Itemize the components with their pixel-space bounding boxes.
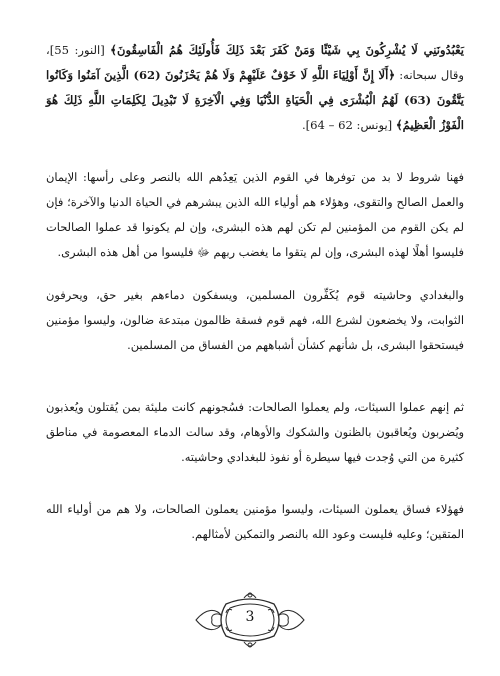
quran-verse-yunus: ﴿أَلَا إِنَّ أَوْلِيَاءَ اللَّهِ لَا خَوْفٌ عَلَيْهِمْ وَلَا هُمْ يَحْزَنُونَ (62) الَّذِينَ آمَنُوا وَكَانُوا يَتَّقُونَ (63) لَهُمُ الْبُشْرَى فِي الْحَيَاةِ الدُّنْيَا وَفِي الْآخِرَةِ لَا تَبْدِيلَ لِكَلِمَاتِ اللَّهِ ذَلِكَ هُوَ الْفَوْزُ الْعَظِيمُ﴾	[46, 68, 464, 132]
body-paragraph-baghdadi: والبغدادي وحاشيته قوم يُكَفِّرون المسلمين، ويسفكون دماءهم بغير حق، ويحرفون الثوابت، ولا يخضعون لشرع الله، فهم قوم فسقة ظالمون مبتدعة ضالون، وليسوا مؤمنين فيستحقوا البشرى، بل شأنهم كشأن أشباههم من الفساق من المسلمين.	[46, 288, 464, 352]
page-number: 3	[245, 609, 255, 625]
quran-quote-paragraph	[46, 38, 464, 138]
body-paragraph-conclusion: فهؤلاء فساق يعملون السيئات، وليسوا مؤمنين يعملون الصالحات، ولا هم من أولياء الله المتقين؛ وعليه فليست وعود الله بالنصر والتمكين لأمثالهم.	[46, 502, 464, 541]
quran-verse-nur: يَعْبُدُونَنِي لَا يُشْرِكُونَ بِي شَيْئًا وَمَنْ كَفَرَ بَعْدَ ذَلِكَ فَأُولَئِكَ هُمُ الْفَاسِقُونَ﴾	[110, 43, 465, 57]
verse-reference-yunus: [يونس: 62 – 64].	[301, 118, 396, 132]
body-paragraph-conditions: فهنا شروط لا بد من توفرها في القوم الذين يَعِدُهم الله بالنصر وعلى رأسها: الإيمان والعمل الصالح والتقوى، وهؤلاء هم أولياء الله الذين يبشرهم في الحياة الدنيا والآخرة؛ فإن لم يكن القوم من المؤمنين لم تكن لهم هذه البشرى، وإن لم يكونوا قد عملوا الصالحات فليسوا أهلًا لهذه البشرى، وإن لم يتقوا ما يغضب ربهم ﷻ فليسوا من أهل هذه البشرى.	[46, 170, 464, 259]
body-paragraph-misdeeds: ثم إنهم عملوا السيئات، ولم يعملوا الصالحات: فسُجونهم كانت مليئة بمن يُقتلون ويُعذبون ويُضربون ويُعاقبون بالظنون والشكوك والأوهام، وقد سالت الدماء المعصومة في مناطق كثيرة من التي وُجدت فيها سيطرة أو نفوذ للبغدادي وحاشيته.	[46, 400, 464, 464]
verse-reference-nur: [النور: 55]، وقال سبحانه:	[46, 43, 464, 82]
